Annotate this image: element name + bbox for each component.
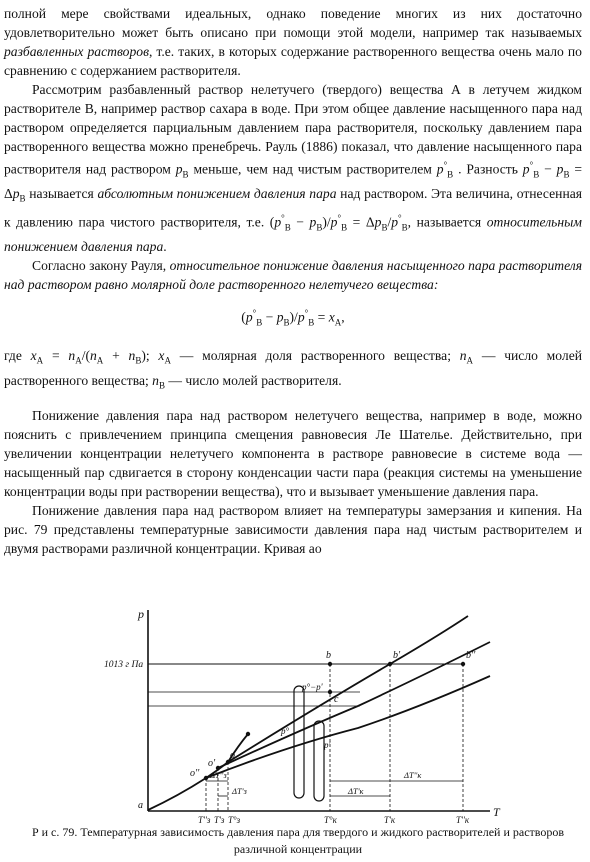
label-p1: p'	[324, 740, 331, 750]
label-dtk1: ΔT'к	[348, 786, 364, 796]
figure-caption: Р и с. 79. Температурная зависимость давления пара для твердого и жидкого растворителей и растворов различной концентрации	[31, 825, 565, 856]
label-b2: b''	[466, 650, 476, 661]
label-o2: o''	[190, 768, 200, 779]
curve-solution-2	[206, 676, 490, 778]
label-tk2: T''к	[456, 815, 470, 825]
x-axis-label: T	[493, 805, 500, 819]
y-axis-label: p	[138, 607, 144, 621]
label-o: o	[230, 750, 235, 761]
label-dtz2: ΔT''з	[210, 770, 227, 780]
bracket-dp	[294, 686, 304, 798]
curve-pure-solvent	[228, 616, 468, 762]
label-dtk2: ΔT''к	[404, 770, 422, 780]
paragraph-3: Согласно закону Рауля, относительное понижение давления насыщенного пара растворителя над раствором равно молярной доле растворенного нелетучего вещества:	[4, 258, 583, 293]
label-dtz1: ΔT'з	[232, 786, 247, 796]
paragraph-1: полной мере свойствами идеальных, однако поведение многих из них достаточно удовлетворительно может быть описано при помощи этой модели, например так называемых разбавленных растворов, т.е. таких, в которых содержание растворенного вещества очень мало по сравнению с содержанием растворителя.	[4, 6, 582, 78]
label-p0: p°	[281, 726, 290, 736]
label-b1: b'	[393, 650, 401, 661]
paragraph-5: Понижение давления пара над раствором нелетучего вещества, например в воде, можно пояснить с привлечением принципа смещения равновесия Ле Шателье. Действительно, при увеличении концентрации нелетучего компонента в растворе равновесие в системе вода — насыщенный пар сдвигается в сторону конденсации части пара (реакция системы на уменьшение концентрации воды при растворении вещества), что и вызывает уменьшение давления пара.	[4, 407, 582, 499]
paragraph-6: Понижение давления пара над раствором влияет на температуры замерзания и кипения. На рис. 79 представлены температурные зависимости давления пара над чистым растворителем и двумя растворами различной концентрации. Кривая ao	[4, 502, 582, 556]
vapor-pressure-diagram	[104, 606, 518, 828]
point-solid-top	[246, 732, 250, 736]
label-t1: T°з	[228, 815, 241, 825]
raoult-formula: $(p^\circ_B - p_B)/p^\circ_B = x_A$,	[241, 308, 345, 328]
label-c: c	[334, 694, 339, 705]
paragraph-2: Рассмотрим разбавленный раствор нелетучего (твердого) вещества А в летучем жидком растворителе В, например раствор сахара в воде. При этом общее давление насыщенного пара над раствором определяется парциальным давлением пара растворителя, поскольку давлением пара растворенного вещества можно пренебречь. Рауль (1886) показал, что давление насыщенного пара растворителя над раствором $p_B$ меньше, чем над чистым растворителем $p^\circ_B$ . Разность $p^\circ_B - p_B = \Delta p_B$ называется абсолютным понижением давления пара над раствором. Эта величина, отнесенная к давлению пара чистого растворителя, т.е. $(p^\circ_B - p_B)/p^\circ_B = \Delta p_B/p^\circ_B$, называется относительным понижением давления пара.	[4, 82, 582, 255]
bracket-p1	[314, 721, 324, 801]
label-o1: o'	[208, 758, 216, 769]
label-t2: T'з	[214, 815, 225, 825]
label-b: b	[326, 650, 331, 661]
label-tk1: T'к	[384, 815, 396, 825]
label-dp: p°−p'	[302, 682, 323, 692]
pressure-1013-label: 1013 г Па	[104, 660, 144, 670]
label-tk0: T°к	[324, 815, 337, 825]
paragraph-4: где $x_A = n_A/(n_A + n_B)$; $x_A$ — молярная доля растворенного вещества; $n_A$ — число молей растворенного вещества; $n_B$ — число молей растворителя.	[4, 348, 582, 391]
figure-79	[104, 606, 518, 828]
curve-solution-1	[218, 642, 490, 768]
label-a: a	[138, 800, 143, 811]
text-body	[4, 4, 582, 558]
label-t3: T''з	[198, 815, 211, 825]
